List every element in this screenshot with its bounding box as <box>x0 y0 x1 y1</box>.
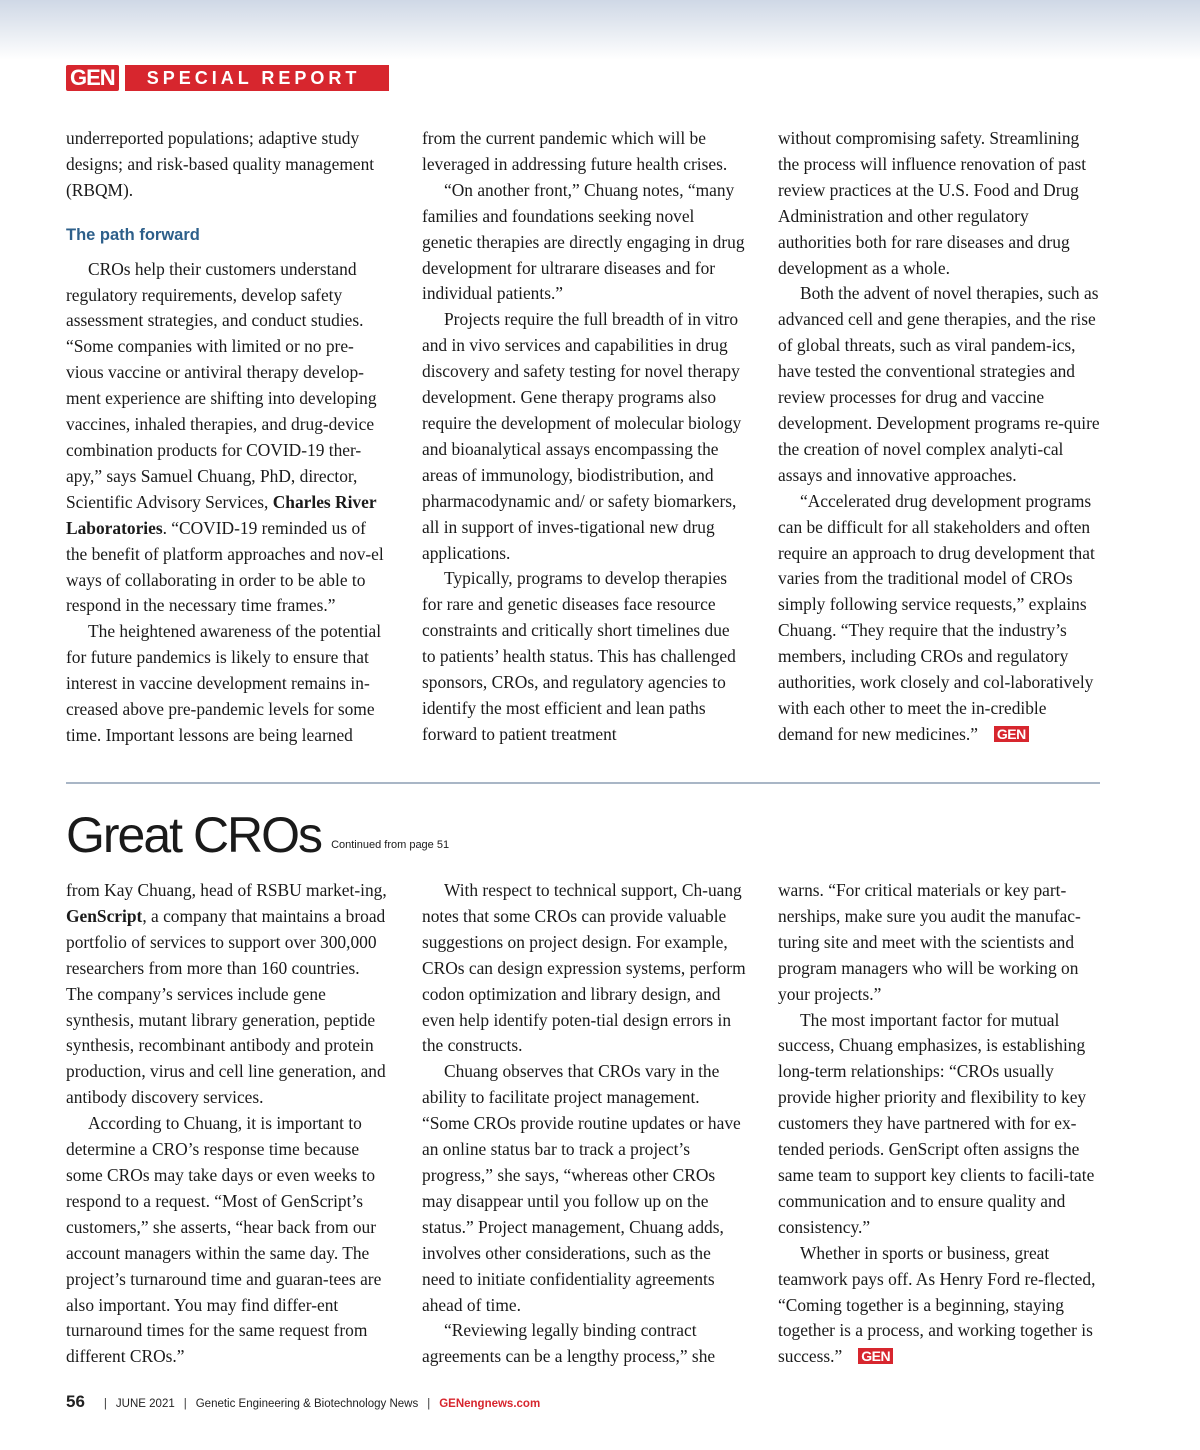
paragraph-text: “Accelerated drug development programs can be difficult for all stakeholders and often require an approach to drug development that varies from the traditional model of CROs simply following service requests,” explains Chuang. “They require that the industry’s members, including CROs and regulatory authorities, work closely and col-laboratively with each other to meet the in-credible demand for new medicines.” <box>778 490 1095 744</box>
paragraph-text: . “COVID-19 reminded us of the benefit of platform approaches and nov-el ways of collaborating in order to be able to respond in the necessary time frames.” <box>66 517 384 616</box>
bottom-article-column-2 <box>422 878 746 1370</box>
paragraph: Projects require the full breadth of in vitro and in vivo services and capabilities in drug discovery and safety testing for novel therapy development. Gene therapy programs also require the development of molecular biology and bioanalytical assays encompassing the areas of immunology, biodistribution, and pharmacodynamic and/ or safety biomarkers, all in support of inves-tigational new drug applications. <box>422 309 742 563</box>
article-title <box>66 805 449 875</box>
paragraph-text: , a company that maintains a broad portfolio of services to support over 300,000 researchers from more than 160 countries. The company’s services include gene synthesis, mutant library generation, peptide synthesis, recombinant antibody and protein production, virus and cell line generation, and antibody discovery services. <box>66 905 386 1108</box>
gen-logo: GEN <box>66 65 119 91</box>
section-label: SPECIAL REPORT <box>125 65 389 91</box>
company-name: GenScript <box>66 905 143 926</box>
top-gradient-band <box>0 0 1200 60</box>
bottom-article-column-3 <box>778 878 1102 1370</box>
paragraph: underreported populations; adaptive study designs; and risk-based quality management (RBQM). <box>66 128 375 200</box>
paragraph: Both the advent of novel therapies, such as advanced cell and gene therapies, and the rise of global threats, such as viral pandem-ics, have tested the conventional strategies and review processes for drug and vaccine development. Development programs re-quire the creation of novel complex analyti-cal assays and innovative approaches. <box>778 283 1100 485</box>
article-title-text: Great CROs <box>66 807 322 863</box>
gen-end-mark-icon: GEN <box>994 726 1029 742</box>
top-article-column-3 <box>778 126 1102 748</box>
page-footer <box>66 1392 540 1412</box>
paragraph <box>66 257 390 620</box>
paragraph: from the current pandemic which will be leveraged in addressing future health crises. <box>422 128 728 174</box>
bottom-article-column-1 <box>66 878 390 1370</box>
section-divider <box>66 782 1100 784</box>
page-number: 56 <box>66 1392 85 1411</box>
paragraph: According to Chuang, it is important to determine a CRO’s response time because some CROs may take days or even weeks to respond to a request. “Most of GenScript’s customers,” she asserts, “hear back from our account managers within the same day. The project’s turnaround time and guaran-tees are also important. You may find differ-ent turnaround times for the same request from different CROs.” <box>66 1113 382 1367</box>
paragraph <box>778 489 1102 748</box>
paragraph: Typically, programs to develop therapies for rare and genetic diseases face resource constraints and critically short timelines due to patients’ health status. This has challenged sponsors, CROs, and regulatory agencies to identify the most efficient and lean paths forward to patient treatment <box>422 568 736 744</box>
page-header <box>66 64 389 92</box>
paragraph: Chuang observes that CROs vary in the ability to facilitate project management. “Some CROs provide routine updates or have an online status bar to track a project’s progress,” she says, “whereas other CROs may disappear until you follow up on the status.” Project management, Chuang adds, involves other considerations, such as the need to initiate confidentiality agreements ahead of time. <box>422 1061 741 1315</box>
paragraph-text: Whether in sports or business, great teamwork pays off. As Henry Ford re-flected, “Coming together is a beginning, staying together is a process, and working together is success.” <box>778 1242 1096 1367</box>
company-name: Charles River Laboratories <box>66 491 377 538</box>
paragraph: The most important factor for mutual success, Chuang emphasizes, is establishing long-term relationships: “CROs usually provide higher priority and flexibility to key customers they have partnered with for ex-tended periods. GenScript often assigns the same team to support key clients to facili-tate communication and to ensure quality and consistency.” <box>778 1009 1095 1237</box>
subhead: The path forward <box>66 225 200 244</box>
paragraph-text: CROs help their customers understand regulatory requirements, develop safety assessment strategies, and conduct studies. “Some companies with limited or no pre-vious vaccine or antiviral therapy develop-ment experience are shifting into developing vaccines, inhaled therapies, and drug-device combination products for COVID-19 ther-apy,” says Samuel Chuang, PhD, director, Scientific Advisory Services, <box>66 258 377 512</box>
footer-separator: | <box>183 1398 187 1410</box>
continued-from-link[interactable]: Continued from page 51 <box>331 839 450 851</box>
footer-separator: | <box>427 1398 431 1410</box>
publication-name: Genetic Engineering & Biotechnology News <box>195 1398 419 1410</box>
paragraph <box>778 1241 1102 1371</box>
paragraph: The heightened awareness of the potential for future pandemics is likely to ensure that interest in vaccine development remains in-creased above pre-pandemic levels for some time. Important lessons are being learned <box>66 621 382 745</box>
website-link[interactable]: GENengnews.com <box>439 1398 541 1410</box>
paragraph: “On another front,” Chuang notes, “many families and foundations seeking novel genetic therapies are directly engaging in drug development for ultrarare diseases and for individual patients.” <box>422 179 745 304</box>
top-article-column-1 <box>66 126 390 749</box>
issue-date: JUNE 2021 <box>115 1398 175 1410</box>
footer-separator: | <box>103 1398 107 1410</box>
top-article-column-2 <box>422 126 746 748</box>
paragraph: without compromising safety. Streamlining the process will influence renovation of past review practices at the U.S. Food and Drug Administration and other regulatory authorities both for rare diseases and drug development as a whole. <box>778 128 1087 278</box>
paragraph: “Reviewing legally binding contract agreements can be a lengthy process,” she <box>422 1320 716 1367</box>
paragraph: warns. “For critical materials or key part-nerships, make sure you audit the manufac-turing site and meet with the scientists and program managers who will be working on your projects.” <box>778 880 1081 1004</box>
paragraph <box>66 878 390 1111</box>
gen-end-mark-icon: GEN <box>858 1348 893 1364</box>
paragraph-text: from Kay Chuang, head of RSBU market-ing, <box>66 880 387 900</box>
paragraph: With respect to technical support, Ch-uang notes that some CROs can provide valuable suggestions on project design. For example, CROs can design expression systems, perform codon optimization and library design, and even help identify poten-tial design errors in the constructs. <box>422 880 746 1056</box>
